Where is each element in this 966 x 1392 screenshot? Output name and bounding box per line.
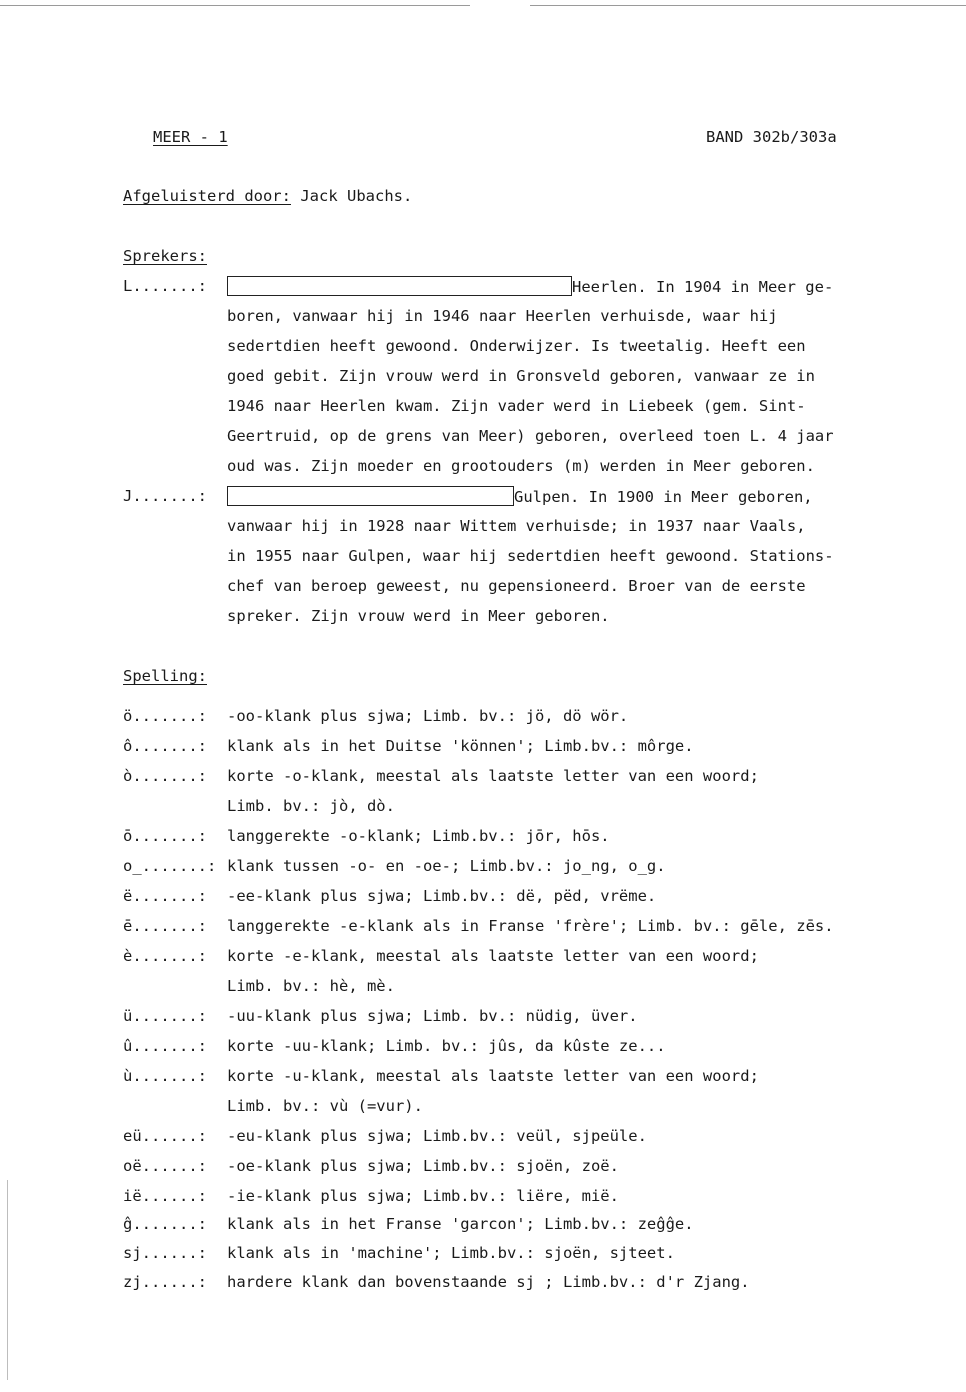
spelling-label: sj......:	[123, 1244, 207, 1262]
speaker-line: spreker. Zijn vrouw werd in Meer geboren.	[227, 607, 610, 625]
spelling-heading: Spelling:	[123, 667, 207, 685]
spelling-text: -ee-klank plus sjwa; Limb.bv.: dë, pëd, vrëme.	[227, 887, 657, 905]
listener-label: Afgeluisterd door:	[123, 187, 291, 205]
spelling-text: Limb. bv.: vù (=vur).	[227, 1097, 423, 1115]
spelling-text: -oo-klank plus sjwa; Limb. bv.: jö, dö wör.	[227, 707, 629, 725]
speaker-line: Geertruid, op de grens van Meer) geboren, overleed toen L. 4 jaar	[227, 427, 834, 445]
scan-edge-line-right	[530, 5, 966, 6]
spelling-text: korte -e-klank, meestal als laatste letter van een woord;	[227, 947, 759, 965]
spelling-text: klank als in 'machine'; Limb.bv.: sjoën, sjteet.	[227, 1244, 675, 1262]
speaker-line: vanwaar hij in 1928 naar Wittem verhuisde; in 1937 naar Vaals,	[227, 517, 806, 535]
spelling-label: oë......:	[123, 1157, 207, 1175]
spelling-label: ë.......:	[123, 887, 207, 905]
spelling-label: ù.......:	[123, 1067, 207, 1085]
spelling-label: ië......:	[123, 1187, 207, 1205]
speaker-line: sedertdien heeft gewoond. Onderwijzer. Is tweetalig. Heeft een	[227, 337, 806, 355]
listener-line	[123, 186, 412, 206]
spelling-text: Limb. bv.: hè, mè.	[227, 977, 395, 995]
spelling-label: eü......:	[123, 1127, 207, 1145]
spelling-text: klank tussen -o- en -oe-; Limb.bv.: jo̲ng, o̲g.	[227, 857, 666, 875]
spelling-label: ē.......:	[123, 917, 207, 935]
spelling-text: klank als in het Duitse 'können'; Limb.bv.: môrge.	[227, 737, 694, 755]
document-code: MEER - 1	[153, 128, 228, 146]
spelling-label: ō.......:	[123, 827, 207, 845]
listener-name: Jack Ubachs.	[300, 187, 413, 205]
spelling-text: -uu-klank plus sjwa; Limb. bv.: nüdig, üver.	[227, 1007, 638, 1025]
spelling-text: langgerekte -o-klank; Limb.bv.: jōr, hōs.	[227, 827, 610, 845]
spelling-label: ĝ.......:	[123, 1215, 207, 1233]
speaker-first-line	[227, 486, 813, 507]
spelling-label: o̲.......:	[123, 857, 217, 875]
spelling-label: ò.......:	[123, 767, 207, 785]
spelling-text: -ie-klank plus sjwa; Limb.bv.: liëre, mië.	[227, 1187, 619, 1205]
speaker-label: L.......:	[123, 277, 207, 295]
spelling-label: ô.......:	[123, 737, 207, 755]
spelling-text: korte -u-klank, meestal als laatste letter van een woord;	[227, 1067, 759, 1085]
speaker-line: in 1955 naar Gulpen, waar hij sedertdien heeft gewoond. Stations-	[227, 547, 834, 565]
spelling-text: korte -o-klank, meestal als laatste letter van een woord;	[227, 767, 759, 785]
spelling-label: zj......:	[123, 1273, 207, 1291]
speaker-line: chef van beroep geweest, nu gepensioneerd. Broer van de eerste	[227, 577, 806, 595]
speaker-line: 1946 naar Heerlen kwam. Zijn vader werd in Liebeek (gem. Sint-	[227, 397, 806, 415]
speaker-label: J.......:	[123, 487, 207, 505]
speaker-line: goed gebit. Zijn vrouw werd in Gronsveld geboren, vanwaar ze in	[227, 367, 815, 385]
spelling-text: korte -uu-klank; Limb. bv.: jûs, da kûste ze...	[227, 1037, 666, 1055]
spelling-label: û.......:	[123, 1037, 207, 1055]
spelling-text: klank als in het Franse 'garcon'; Limb.bv.: zeĝĝe.	[227, 1215, 694, 1233]
speakers-heading: Sprekers:	[123, 247, 207, 265]
spelling-label: ö.......:	[123, 707, 207, 725]
speaker-text: Gulpen. In 1900 in Meer geboren,	[514, 488, 813, 506]
redacted-name-box	[227, 276, 572, 296]
spelling-label: è.......:	[123, 947, 207, 965]
spelling-text: -eu-klank plus sjwa; Limb.bv.: veül, sjpeüle.	[227, 1127, 647, 1145]
spelling-text: -oe-klank plus sjwa; Limb.bv.: sjoën, zoë.	[227, 1157, 619, 1175]
spelling-text: Limb. bv.: jò, dò.	[227, 797, 395, 815]
margin-mark	[7, 1180, 8, 1380]
speaker-line: oud was. Zijn moeder en grootouders (m) werden in Meer geboren.	[227, 457, 815, 475]
redacted-name-box	[227, 486, 514, 506]
spelling-label: ü.......:	[123, 1007, 207, 1025]
speaker-first-line	[227, 276, 833, 297]
speaker-line: boren, vanwaar hij in 1946 naar Heerlen verhuisde, waar hij	[227, 307, 778, 325]
speaker-text: Heerlen. In 1904 in Meer ge-	[572, 278, 834, 296]
scan-edge-line	[0, 5, 470, 6]
spelling-text: hardere klank dan bovenstaande sj ; Limb.bv.: d'r Zjang.	[227, 1273, 750, 1291]
spelling-text: langgerekte -e-klank als in Franse 'frère'; Limb. bv.: gēle, zēs.	[227, 917, 834, 935]
band-number: BAND 302b/303a	[706, 128, 837, 146]
